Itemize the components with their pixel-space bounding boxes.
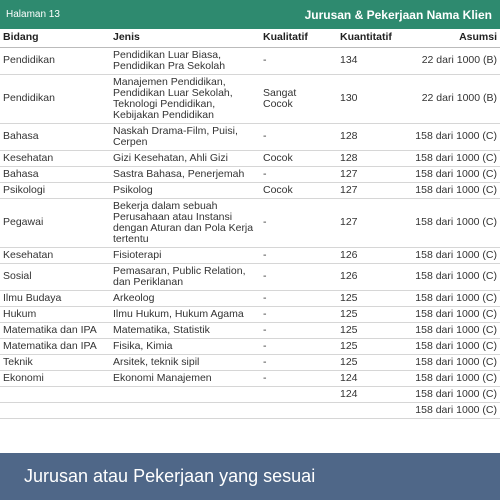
cell-kuantitatif: 124 (330, 386, 400, 402)
cell-jenis: Ilmu Hukum, Hukum Agama (110, 306, 260, 322)
caption-text: Jurusan atau Pekerjaan yang sesuai (24, 466, 316, 486)
cell-jenis: Pemasaran, Public Relation, dan Periklanan (110, 263, 260, 290)
cell-bidang (0, 386, 110, 402)
cell-bidang: Matematika dan IPA (0, 322, 110, 338)
cell-bidang: Ilmu Budaya (0, 290, 110, 306)
majors-table (0, 29, 500, 419)
header-title: Jurusan & Pekerjaan Nama Klien (304, 7, 492, 22)
cell-kuantitatif: 125 (330, 306, 400, 322)
cell-asumsi: 158 dari 1000 (C) (400, 247, 500, 263)
cell-kuantitatif: 124 (330, 370, 400, 386)
cell-jenis (110, 386, 260, 402)
caption-banner (0, 453, 500, 500)
cell-jenis (110, 402, 260, 418)
cell-kuantitatif: 125 (330, 322, 400, 338)
cell-jenis: Arsitek, teknik sipil (110, 354, 260, 370)
table-row (0, 263, 500, 290)
table-row (0, 74, 500, 123)
table-row (0, 150, 500, 166)
cell-kualitatif: - (260, 47, 330, 74)
cell-kualitatif: - (260, 247, 330, 263)
cell-bidang: Kesehatan (0, 150, 110, 166)
column-header-asumsi: Asumsi (400, 29, 500, 47)
cell-kualitatif: - (260, 290, 330, 306)
cell-jenis: Psikolog (110, 182, 260, 198)
cell-kuantitatif: 125 (330, 290, 400, 306)
cell-kuantitatif: 126 (330, 263, 400, 290)
cell-asumsi: 158 dari 1000 (C) (400, 123, 500, 150)
cell-bidang: Pendidikan (0, 74, 110, 123)
cell-asumsi: 158 dari 1000 (C) (400, 166, 500, 182)
cell-bidang: Bahasa (0, 166, 110, 182)
cell-kualitatif: - (260, 263, 330, 290)
cell-kualitatif: - (260, 198, 330, 247)
cell-kuantitatif: 134 (330, 47, 400, 74)
column-header-kuantitatif: Kuantitatif (330, 29, 400, 47)
cell-bidang: Bahasa (0, 123, 110, 150)
cell-kuantitatif: 126 (330, 247, 400, 263)
column-header-kualitatif: Kualitatif (260, 29, 330, 47)
cell-kualitatif: Cocok (260, 182, 330, 198)
cell-asumsi: 158 dari 1000 (C) (400, 263, 500, 290)
cell-bidang: Sosial (0, 263, 110, 290)
cell-bidang (0, 402, 110, 418)
cell-asumsi: 22 dari 1000 (B) (400, 74, 500, 123)
table-row (0, 386, 500, 402)
cell-kuantitatif: 128 (330, 150, 400, 166)
cell-bidang: Hukum (0, 306, 110, 322)
cell-bidang: Ekonomi (0, 370, 110, 386)
cell-kualitatif: - (260, 338, 330, 354)
cell-kuantitatif: 130 (330, 74, 400, 123)
cell-kuantitatif (330, 402, 400, 418)
table-row (0, 322, 500, 338)
cell-bidang: Matematika dan IPA (0, 338, 110, 354)
column-header-jenis: Jenis (110, 29, 260, 47)
page-number-label: Halaman 13 (6, 9, 60, 20)
table-row (0, 402, 500, 418)
cell-asumsi: 158 dari 1000 (C) (400, 290, 500, 306)
table-row (0, 290, 500, 306)
cell-bidang: Kesehatan (0, 247, 110, 263)
cell-kuantitatif: 128 (330, 123, 400, 150)
table-row (0, 123, 500, 150)
cell-kualitatif (260, 386, 330, 402)
column-header-bidang: Bidang (0, 29, 110, 47)
cell-kuantitatif: 127 (330, 166, 400, 182)
cell-kualitatif: Sangat Cocok (260, 74, 330, 123)
table-row (0, 198, 500, 247)
cell-jenis: Fisika, Kimia (110, 338, 260, 354)
cell-asumsi: 158 dari 1000 (C) (400, 182, 500, 198)
cell-bidang: Psikologi (0, 182, 110, 198)
cell-asumsi: 158 dari 1000 (C) (400, 386, 500, 402)
cell-kualitatif: - (260, 166, 330, 182)
cell-jenis: Matematika, Statistik (110, 322, 260, 338)
cell-kuantitatif: 127 (330, 198, 400, 247)
cell-bidang: Pegawai (0, 198, 110, 247)
cell-asumsi: 158 dari 1000 (C) (400, 370, 500, 386)
cell-asumsi: 158 dari 1000 (C) (400, 306, 500, 322)
cell-jenis: Bekerja dalam sebuah Perusahaan atau Instansi dengan Aturan dan Pola Kerja tertentu (110, 198, 260, 247)
cell-asumsi: 158 dari 1000 (C) (400, 198, 500, 247)
cell-kuantitatif: 125 (330, 338, 400, 354)
cell-jenis: Ekonomi Manajemen (110, 370, 260, 386)
cell-asumsi: 158 dari 1000 (C) (400, 354, 500, 370)
cell-kuantitatif: 125 (330, 354, 400, 370)
cell-jenis: Fisioterapi (110, 247, 260, 263)
cell-kualitatif (260, 402, 330, 418)
table-body (0, 47, 500, 418)
cell-jenis: Sastra Bahasa, Penerjemah (110, 166, 260, 182)
cell-jenis: Manajemen Pendidikan, Pendidikan Luar Sekolah, Teknologi Pendidikan, Kebijakan Pendidikan (110, 74, 260, 123)
table-row (0, 354, 500, 370)
cell-kualitatif: - (260, 306, 330, 322)
cell-kualitatif: - (260, 354, 330, 370)
cell-jenis: Naskah Drama-Film, Puisi, Cerpen (110, 123, 260, 150)
table-row (0, 166, 500, 182)
cell-jenis: Gizi Kesehatan, Ahli Gizi (110, 150, 260, 166)
cell-bidang: Teknik (0, 354, 110, 370)
table-row (0, 338, 500, 354)
cell-bidang: Pendidikan (0, 47, 110, 74)
table-header-row (0, 29, 500, 47)
cell-kualitatif: - (260, 370, 330, 386)
table-row (0, 182, 500, 198)
cell-jenis: Pendidikan Luar Biasa, Pendidikan Pra Sekolah (110, 47, 260, 74)
page-header (0, 0, 500, 29)
cell-jenis: Arkeolog (110, 290, 260, 306)
cell-asumsi: 158 dari 1000 (C) (400, 402, 500, 418)
cell-asumsi: 158 dari 1000 (C) (400, 150, 500, 166)
table-row (0, 370, 500, 386)
table-row (0, 247, 500, 263)
table-row (0, 306, 500, 322)
cell-kuantitatif: 127 (330, 182, 400, 198)
cell-kualitatif: Cocok (260, 150, 330, 166)
cell-asumsi: 158 dari 1000 (C) (400, 322, 500, 338)
cell-asumsi: 158 dari 1000 (C) (400, 338, 500, 354)
cell-asumsi: 22 dari 1000 (B) (400, 47, 500, 74)
cell-kualitatif: - (260, 322, 330, 338)
table-row (0, 47, 500, 74)
cell-kualitatif: - (260, 123, 330, 150)
